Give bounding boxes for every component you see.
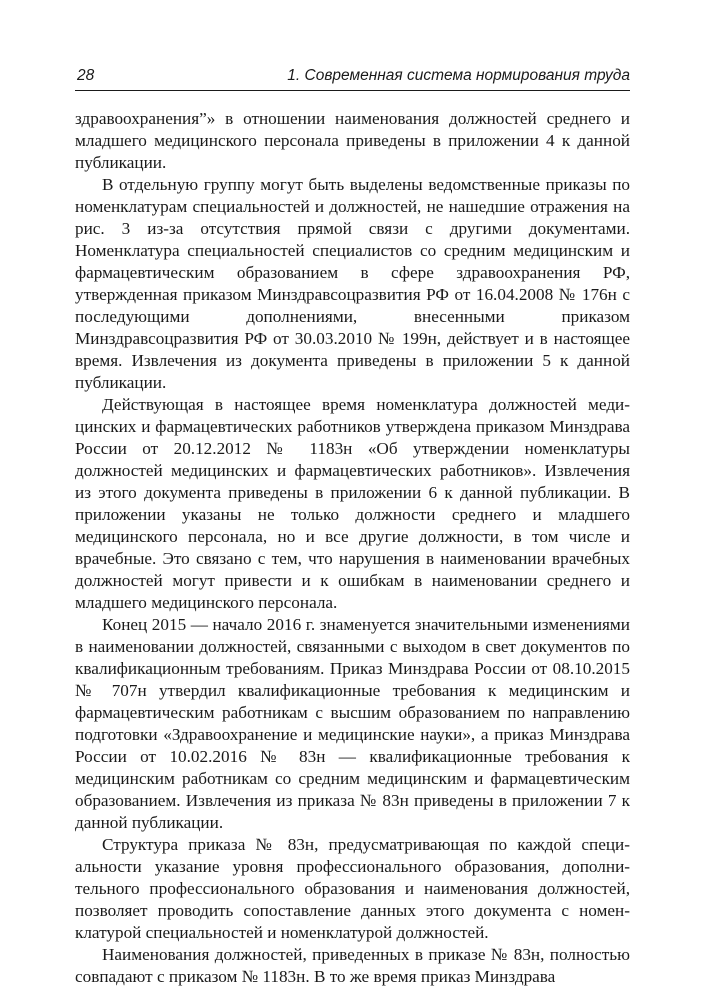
paragraph-6: Наименования должностей, приведенных в приказе № 83н, полностью совпадают с приказом № 1183н. В то же время приказ Минздрава [75, 945, 630, 986]
body-text [75, 108, 630, 988]
page-number: 28 [77, 67, 95, 84]
running-head: 1. Современная система нормирования труда [287, 67, 630, 84]
paragraph-4: Конец 2015 — начало 2016 г. знаменуется значительными изменениями в наименовании должностей, связанными с выходом в свет документов по квалификационным требованиям. Приказ Минздрава России от 08.10.2015 № 707н утвердил квалификационные требования к медицинским и фармацевтическим работникам с высшим образованием по направлению подготовки «Здравоохранение и медицинские науки», а приказ Минздрава России от 10.02.2016 № 83н — квалификационные требования к медицинским работникам со средним медицинским и фармацевтическим образованием. Извлечения из приказа № 83н приведены в приложении 7 к данной публикации. [75, 615, 630, 832]
paragraph-1: здравоохранения”» в отношении наименования должностей среднего и младшего медицинского персонала приведены в приложении 4 к данной публикации. [75, 109, 630, 172]
paragraph-5: Структура приказа № 83н, предусматривающая по каждой специальности указание уровня профессионального образования, дополнительного профессионального образования и наименования должностей, позволяет проводить сопоставление данных этого документа с номенклатурой специальностей и номенклатурой должностей. [75, 835, 630, 942]
paragraph-3: Действующая в настоящее время номенклатура должностей медицинских и фармацевтических работников утверждена приказом Минздрава России от 20.12.2012 № 1183н «Об утверждении номенклатуры должностей медицинских и фармацевтических работников». Извлечения из этого документа приведены в приложении 6 к данной публикации. В приложении указаны не только должности среднего и младшего медицинского персонала, но и все другие должности, в том числе и врачебные. Это связано с тем, что нарушения в наименовании врачебных должностей могут привести и к ошибкам в наименовании среднего и младшего медицинского персонала. [75, 395, 630, 612]
paragraph-2: В отдельную группу могут быть выделены ведомственные приказы по номенклатурам специальностей и должностей, не нашедшие отражения на рис. 3 из-за отсутствия прямой связи с другими документами. Номенклатура специальностей специалистов со средним медицинским и фармацевтическим образованием в сфере здравоохранения РФ, утвержденная приказом Минздравсоцразвития РФ от 16.04.2008 № 176н с последующими дополнениями, внесенными приказом Минздравсоцразвития РФ от 30.03.2010 № 199н, действует и в настоящее время. Извлечения из документа приведены в приложении 5 к данной публикации. [75, 175, 630, 392]
page-header [75, 64, 630, 91]
